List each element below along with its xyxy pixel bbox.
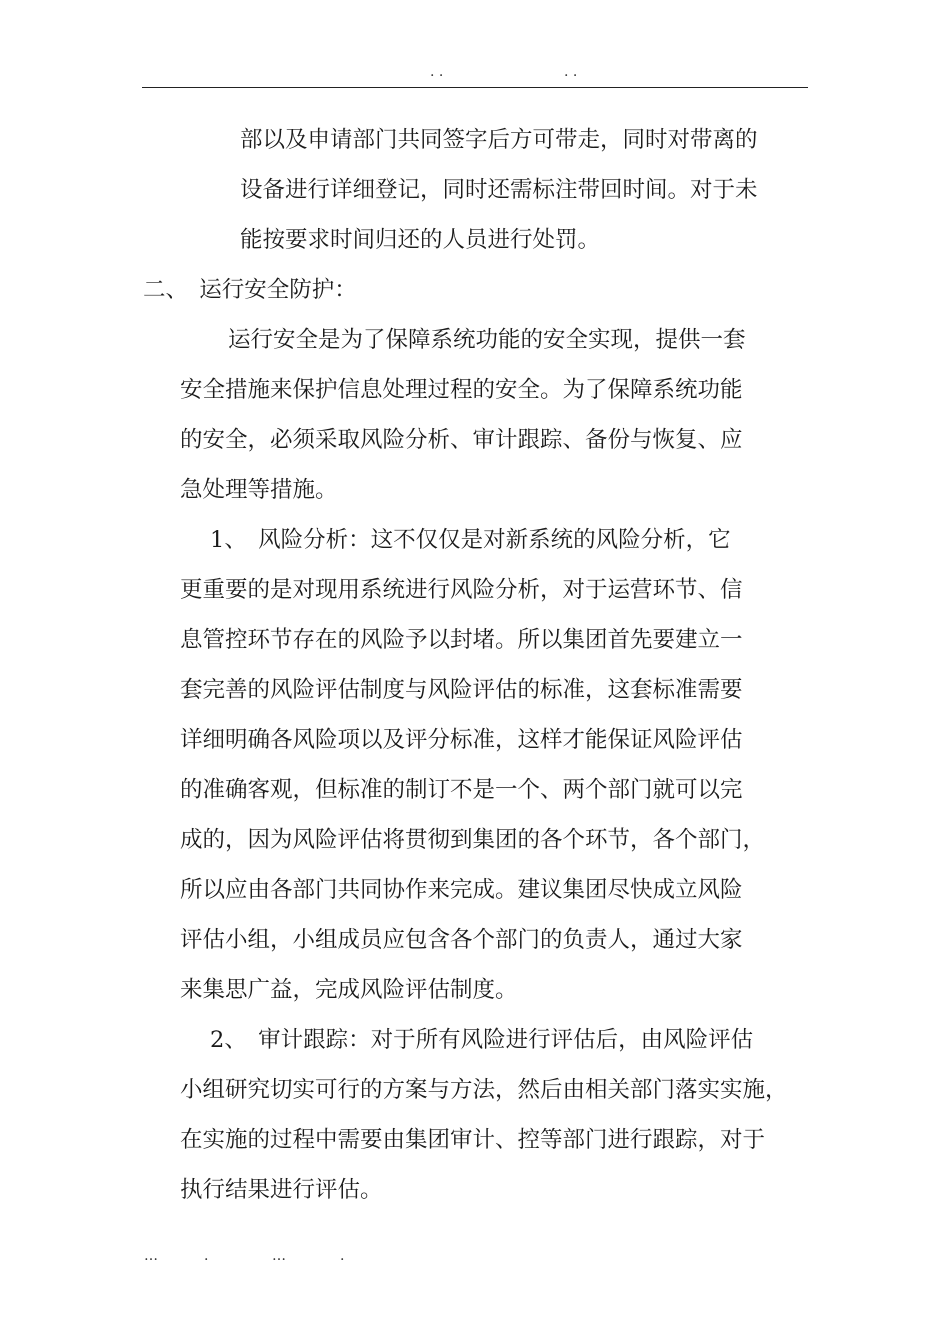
text-line: 息管控环节存在的风险予以封堵。所以集团首先要建立一 [180,627,743,653]
text-line: 设备进行详细登记，同时还需标注带回时间。对于未 [240,177,758,203]
page-header-dots [430,64,630,84]
text-line: 所以应由各部门共同协作来完成。建议集团尽快成立风险 [180,877,743,903]
header-dot-group: . . [430,64,444,80]
text-line: 运行安全是为了保障系统功能的安全实现，提供一套 [228,327,746,353]
list-item-heading: 2、 审计跟踪：对于所有风险进行评估后，由风险评估 [210,1027,754,1053]
text-line: 的安全，必须采取风险分析、审计跟踪、备份与恢复、应 [180,427,743,453]
header-rule [142,87,808,88]
footer-dot: . [204,1248,209,1264]
text-line: 详细明确各风险项以及评分标准，这样才能保证风险评估 [180,727,743,753]
text-line: 小组研究切实可行的方案与方法，然后由相关部门落实实施， [180,1077,788,1103]
text-line: 的准确客观，但标准的制订不是一个、两个部门就可以完 [180,777,743,803]
page-footer-dots [140,1248,400,1268]
footer-dot: … [144,1248,158,1264]
text-line: 来集思广益，完成风险评估制度。 [180,977,518,1003]
text-line: 套完善的风险评估制度与风险评估的标准，这套标准需要 [180,677,743,703]
text-line: 能按要求时间归还的人员进行处罚。 [240,227,601,253]
footer-dot: . [340,1248,345,1264]
header-dot-group: . . [564,64,578,80]
text-line: 安全措施来保护信息处理过程的安全。为了保障系统功能 [180,377,743,403]
text-line: 部以及申请部门共同签字后方可带走，同时对带离的 [240,127,758,153]
list-item-heading: 1、 风险分析：这不仅仅是对新系统的风险分析，它 [210,527,731,553]
text-line: 在实施的过程中需要由集团审计、控等部门进行跟踪，对于 [180,1127,766,1153]
text-line: 成的，因为风险评估将贯彻到集团的各个环节，各个部门， [180,827,766,853]
text-line: 评估小组，小组成员应包含各个部门的负责人，通过大家 [180,927,743,953]
section-heading: 二、 运行安全防护： [143,277,357,303]
text-line: 更重要的是对现用系统进行风险分析，对于运营环节、信 [180,577,743,603]
text-line: 急处理等措施。 [180,477,338,503]
text-line: 执行结果进行评估。 [180,1177,383,1203]
footer-dot: … [272,1248,286,1264]
